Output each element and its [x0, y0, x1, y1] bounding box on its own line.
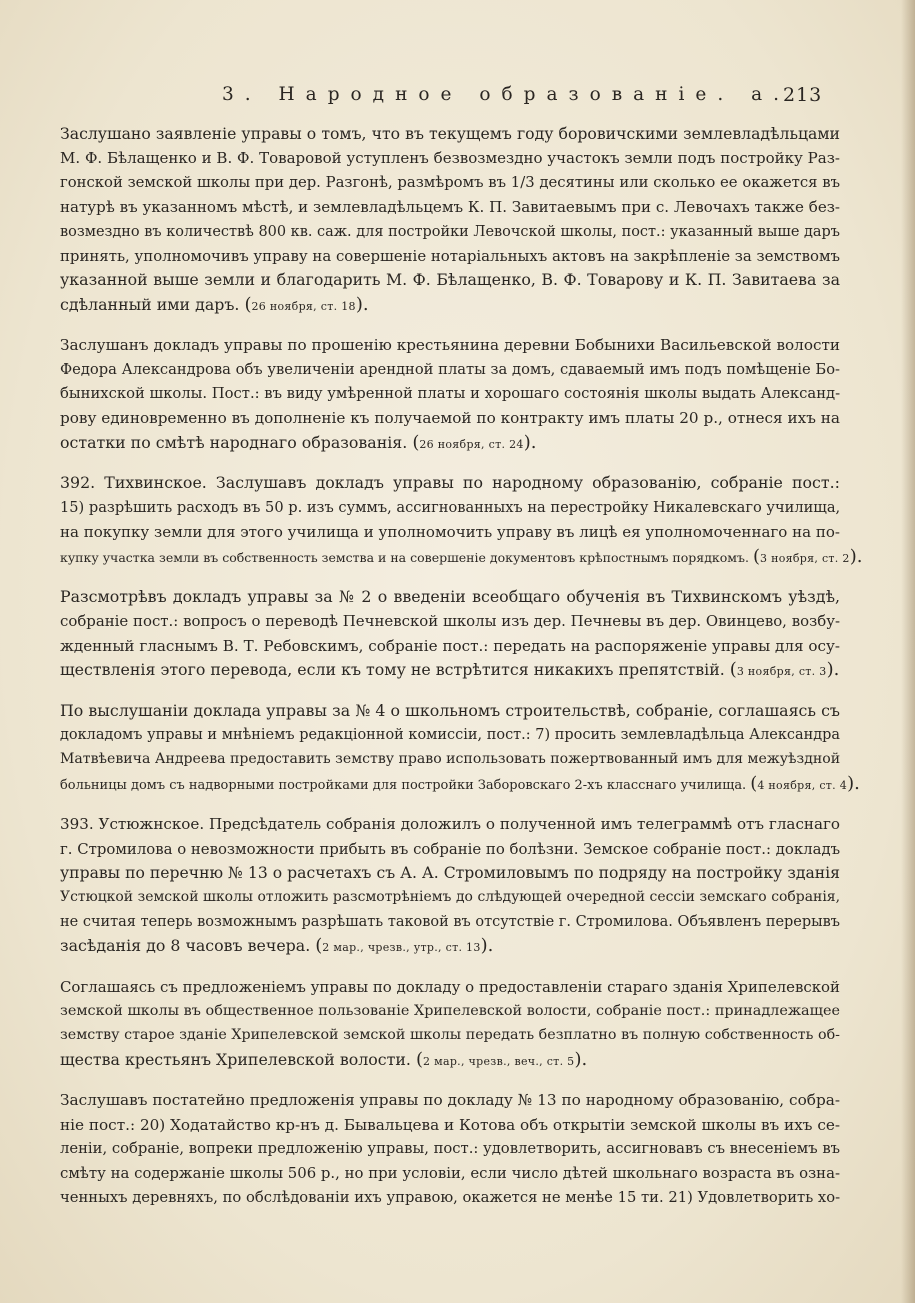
text-line: Заслушавъ постатейно предложенія управы по докладу № 13 по народному образованію, собра- — [60, 1091, 840, 1110]
text-line: г. Стромилова о невозможности прибыть въ собраніе по болѣзни. Земское собраніе пост.: докладъ — [60, 839, 841, 858]
text-line: сдѣланный ими даръ. (26 ноября, ст. 18). — [60, 293, 369, 315]
text-line: По выслушаніи доклада управы за № 4 о школьномъ строительствѣ, собраніе, соглашаясь съ — [60, 700, 840, 720]
session-reference: 26 ноября, ст. 18 — [251, 299, 356, 313]
paragraph — [60, 812, 840, 960]
text-line: ченныхъ деревняхъ, по обслѣдованіи ихъ управою, окажется не менѣе 15 ти. 21) Удовлетворить хо- — [60, 1188, 841, 1206]
body-text — [60, 122, 863, 1224]
text-line: М. Ф. Бѣлащенко и В. Ф. Товаровой уступленъ безвозмездно участокъ земли подъ постройку Раз- — [60, 149, 840, 168]
text-line: гонской земской школы при дер. Разгонѣ, размѣромъ въ 1/3 десятины или сколько ее окажется въ — [60, 173, 840, 191]
text-line: земской школы въ общественное пользованіе Хрипелевской волости, собраніе пост.: принадлежащее — [60, 1003, 840, 1019]
text-line: Устюцкой земской школы отложить разсмотрѣніемъ до слѣдующей очередной сессіи земскаго собранія, — [60, 889, 840, 906]
paragraph — [60, 471, 863, 571]
text-line: на покупку земли для этого училища и уполномочить управу въ лицѣ ея уполномоченнаго на по- — [60, 523, 840, 542]
text-line: докладомъ управы и мнѣніемъ редакціонной комиссіи, пост.: 7) просить землевладѣльца Александра — [60, 726, 840, 743]
text-line: жденный гласнымъ В. Т. Ребовскимъ, собраніе пост.: передать на распоряженіе управы для осу- — [60, 636, 840, 655]
text-line: Соглашаясь съ предложеніемъ управы по докладу о предоставленіи стараго зданія Хрипелевской — [60, 977, 840, 996]
session-reference: 4 ноября, ст. 4 — [757, 778, 848, 792]
text-line: рову единовременно въ дополненіе къ получаемой по контракту имъ платы 20 р., отнеся ихъ на — [60, 409, 840, 428]
text-line: 393. Устюжнское. Предсѣдатель собранія доложилъ о полученной имъ телеграммѣ отъ гласнаго — [60, 815, 840, 834]
text-line: не считая теперь возможнымъ разрѣшать таковой въ отсутствіе г. Стромилова. Объявленъ перерывъ — [60, 913, 840, 930]
session-reference: 26 ноября, ст. 24 — [419, 437, 524, 451]
text-line: 392. Тихвинское. Заслушавъ докладъ управы по народному образованію, собраніе пост.: — [60, 473, 840, 493]
text-line: 15) разрѣшить расходъ въ 50 р. изъ суммъ, ассигнованныхъ на перестройку Никалевскаго училища, — [60, 498, 841, 516]
text-line: ніе пост.: 20) Ходатайство кр-нъ д. Бывальцева и Котова объ открытіи земской школы въ ихъ се- — [60, 1115, 840, 1134]
paragraph — [60, 1088, 840, 1210]
session-reference: 2 мар., чрезв., утр., ст. 13 — [322, 941, 481, 955]
text-line: смѣту на содержаніе школы 506 р., но при условіи, если число дѣтей школьнаго возраста въ озна- — [60, 1164, 840, 1183]
text-line: остатки по смѣтѣ народнаго образованія. (26 ноября, ст. 24). — [60, 431, 537, 453]
text-line: засѣданія до 8 часовъ вечера. (2 мар., чрезв., утр., ст. 13). — [60, 935, 494, 957]
running-header — [0, 84, 915, 108]
text-line: Заслушано заявленіе управы о томъ, что въ текущемъ году боровичскими землевладѣльцами — [60, 124, 840, 143]
text-line: указанной выше земли и благодарить М. Ф. Бѣлащенко, В. Ф. Товарову и К. П. Завитаева за — [60, 270, 840, 290]
paragraph — [60, 333, 840, 457]
section-title: 3. Народное образованіе. а. — [222, 84, 791, 105]
session-reference: 3 ноября, ст. 3 — [736, 665, 827, 679]
text-line: щества крестьянъ Хрипелевской волости. (2 мар., чрезв., веч., ст. 5). — [60, 1048, 588, 1070]
text-line: купку участка земли въ собственность земства и на совершеніе документовъ крѣпостнымъ порядкомъ. (3 ноября, ст. 2). — [60, 545, 863, 567]
text-line: леніи, собраніе, вопреки предложенію управы, пост.: удовлетворить, ассигновавъ съ внесеніемъ въ — [60, 1140, 841, 1158]
session-reference: 2 мар., чрезв., веч., ст. 5 — [423, 1054, 575, 1068]
text-line: земству старое зданіе Хрипелевской земской школы передать безплатно въ полную собственность об- — [60, 1027, 840, 1044]
paragraph — [60, 585, 840, 685]
text-line: Заслушанъ докладъ управы по прошенію крестьянина деревни Бобынихи Васильевской волости — [60, 336, 840, 355]
text-line: натурѣ въ указанномъ мѣстѣ, и землевладѣльцемъ К. П. Завитаевымъ при с. Левочахъ также без- — [60, 198, 840, 217]
paragraph — [60, 122, 840, 319]
text-line: принять, уполномочивъ управу на совершеніе нотаріальныхъ актовъ на закрѣпленіе за земствомъ — [60, 247, 840, 266]
text-line: бынихской школы. Пост.: въ виду умѣренной платы и хорошаго состоянія школы выдать Александ- — [60, 385, 841, 403]
text-line: Разсмотрѣвъ докладъ управы за № 2 о введеніи всеобщаго обученія въ Тихвинскомъ уѣздѣ, — [60, 586, 840, 606]
session-reference: 3 ноября, ст. 2 — [759, 551, 850, 565]
text-line: возмездно въ количествѣ 800 кв. саж. для постройки Левочской школы, пост.: указанный выше даръ — [60, 223, 840, 240]
page-number: 213 — [783, 84, 823, 106]
text-line: управы по перечню № 13 о расчетахъ съ А. А. Стромиловымъ по подряду на постройку зданія — [60, 863, 840, 882]
text-line: ществленія этого перевода, если къ тому не встрѣтится никакихъ препятствій. (3 ноября, ст. 3). — [60, 659, 840, 681]
text-line: Федора Александрова объ увеличеніи арендной платы за домъ, сдаваемый имъ подъ помѣщеніе Бо- — [60, 360, 840, 378]
paragraph — [60, 975, 840, 1075]
text-line: Матвѣевича Андреева предоставить земству право использовать пожертвованный имъ для межуѣздной — [60, 751, 841, 768]
text-line: больницы домъ съ надворными постройками для постройки Заборовскаго 2-хъ класснаго училища. (4 ноября, ст. 4). — [60, 772, 860, 794]
text-line: собраніе пост.: вопросъ о переводѣ Печневской школы изъ дер. Печневы въ дер. Овинцево, возбу- — [60, 612, 840, 631]
page-edge-shadow — [901, 0, 915, 1303]
paragraph — [60, 699, 860, 799]
